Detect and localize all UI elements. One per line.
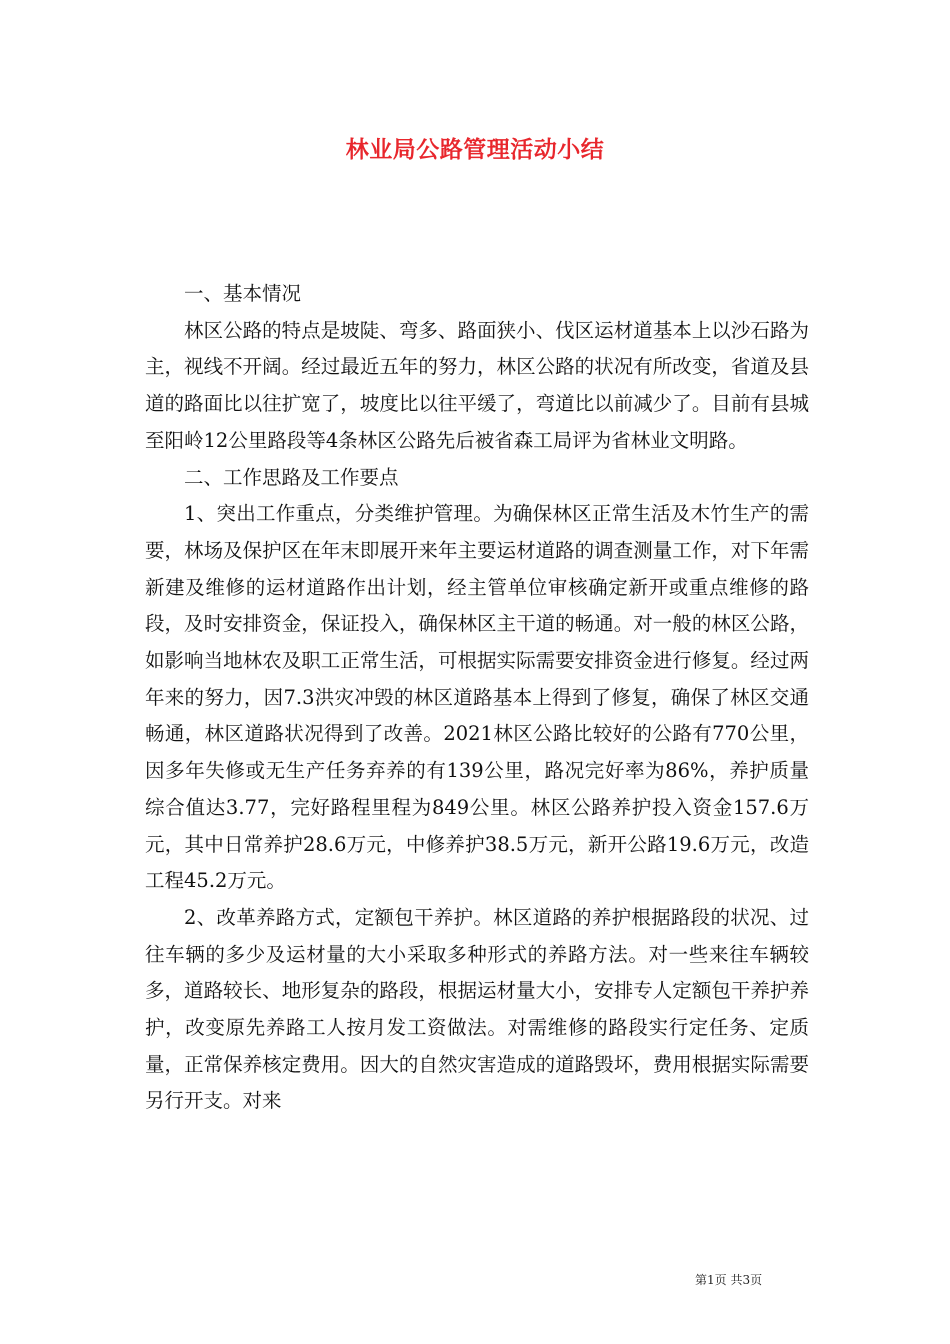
section-heading-basic: 一、基本情况 (184, 282, 302, 305)
paragraph-point-1: 1、突出工作重点，分类维护管理。为确保林区正常生活及木竹生产的需要，林场及保护区在年末即展开来年主要运材道路的调查测量工作，对下年需新建及维修的运材道路作出计划，经主管单位审核确定新开或重点维修的路段，及时安排资金，保证投入，确保林区主干道的畅通。对一般的林区公路，如影响当地林农及职工正常生活，可根据实际需要安排资金进行修复。经过两年来的努力，因7.3洪灾冲毁的林区道路基本上得到了修复，确保了林区交通畅通，林区道路状况得到了改善。2021林区公路比较好的公路有770公里，因多年失修或无生产任务弃养的有139公里，路况完好率为86%，养护质量综合值达3.77，完好路程里程为849公里。林区公路养护投入资金157.6万元，其中日常养护28.6万元，中修养护38.5万元，新开公路19.6万元，改造工程45.2万元。 (145, 502, 809, 893)
document-body (145, 276, 809, 1120)
page-number: 第1页 共3页 (695, 1273, 763, 1287)
section-heading-work-ideas: 二、工作思路及工作要点 (184, 465, 399, 489)
document-title: 林业局公路管理活动小结 (345, 136, 605, 163)
paragraph-point-2: 2、改革养路方式，定额包干养护。林区道路的养护根据路段的状况、过往车辆的多少及运材量的大小采取多种形式的养路方法。对一些来往车辆较多，道路较长、地形复杂的路段，根据运材量大小，安排专人定额包干养护养护，改变原先养路工人按月发工资做法。对需维修的路段实行定任务、定质量，正常保养核定费用。因大的自然灾害造成的道路毁坏，费用根据实际需要另行开支。对来 (145, 905, 809, 1113)
paragraph-basic-situation: 林区公路的特点是坡陡、弯多、路面狭小、伐区运材道基本上以沙石路为主，视线不开阔。经过最近五年的努力，林区公路的状况有所改变，省道及县道的路面比以往扩宽了，坡度比以往平缓了，弯道比以前减少了。目前有县城至阳岭12公里路段等4条林区公路先后被省森工局评为省林业文明路。 (145, 318, 809, 452)
